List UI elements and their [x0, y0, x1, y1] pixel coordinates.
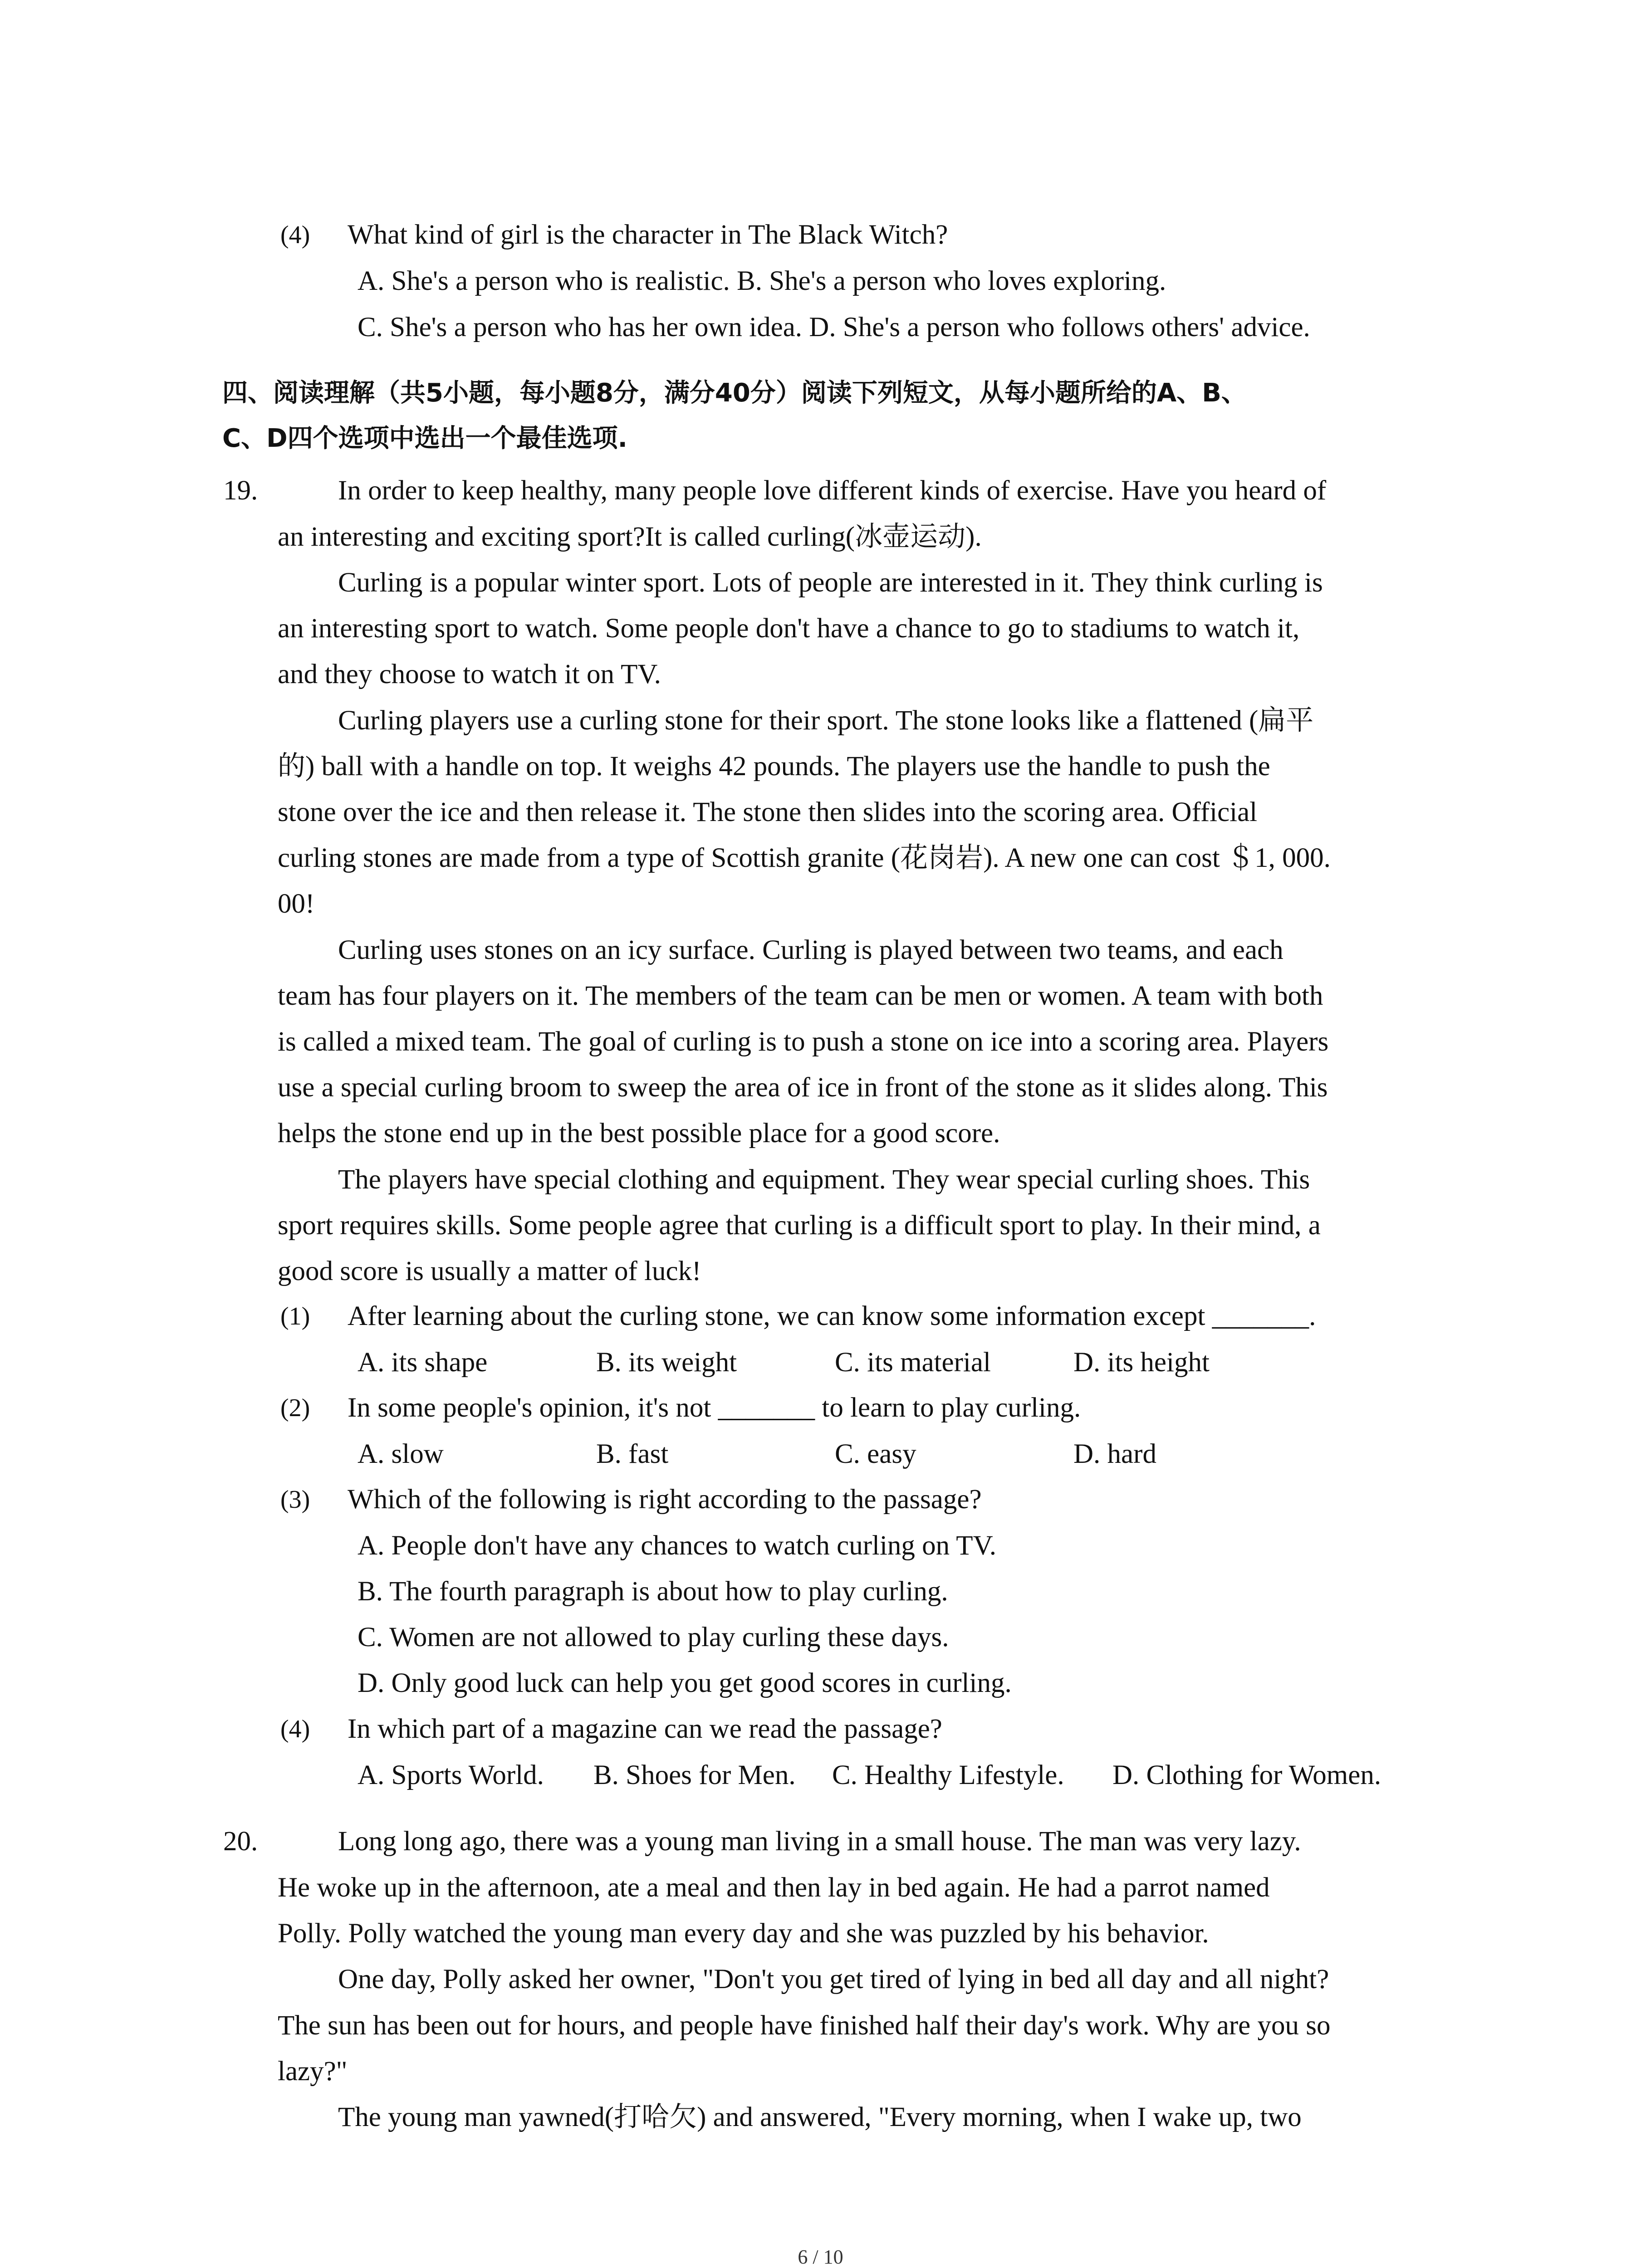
- question-number: (1): [280, 1302, 310, 1330]
- option: B. The fourth paragraph is about how to play curling.: [358, 1576, 948, 1607]
- options-row: C. She's a person who has her own idea. D. She's a person who follows others' advice.: [358, 312, 1310, 342]
- option: C. its material: [835, 1347, 991, 1378]
- question-number: (2): [280, 1394, 310, 1422]
- passage-line: good score is usually a matter of luck!: [278, 1256, 701, 1286]
- section-header-line: C、D四个选项中选出一个最佳选项.: [222, 424, 627, 453]
- passage-line: He woke up in the afternoon, ate a meal and then lay in bed again. He had a parrot named: [278, 1872, 1270, 1903]
- passage-line: One day, Polly asked her owner, "Don't you get tired of lying in bed all day and all night?: [338, 1964, 1329, 1994]
- question-text: What kind of girl is the character in The Black Witch?: [348, 220, 948, 250]
- passage-line: is called a mixed team. The goal of curling is to push a stone on ice into a scoring area. Players: [278, 1026, 1329, 1057]
- passage-line: helps the stone end up in the best possible place for a good score.: [278, 1118, 1000, 1149]
- passage-line: Curling uses stones on an icy surface. Curling is played between two teams, and each: [338, 935, 1283, 965]
- option: A. Sports World.: [358, 1760, 544, 1790]
- passage-line: stone over the ice and then release it. The stone then slides into the scoring area. Official: [278, 797, 1258, 827]
- option: A. People don't have any chances to watch curling on TV.: [358, 1530, 997, 1561]
- question-number: (3): [280, 1486, 310, 1514]
- option: D. its height: [1073, 1347, 1210, 1378]
- options-row: [358, 1757, 1381, 1794]
- question-number: (4): [280, 221, 310, 249]
- passage-line: use a special curling broom to sweep the area of ice in front of the stone as it slides along. This: [278, 1072, 1328, 1103]
- question-text: Which of the following is right according to the passage?: [348, 1484, 982, 1515]
- passage-number: 19.: [223, 475, 258, 506]
- page-number: 6 / 10: [798, 2246, 843, 2268]
- passage-line: Curling players use a curling stone for their sport. The stone looks like a flattened (扁平: [338, 705, 1314, 736]
- option: D. Only good luck can help you get good scores in curling.: [358, 1668, 1012, 1698]
- option: B. fast: [596, 1439, 669, 1469]
- option: B. Shoes for Men.: [593, 1760, 796, 1790]
- option: B. its weight: [596, 1347, 737, 1378]
- passage-line: The sun has been out for hours, and people have finished half their day's work. Why are you so: [278, 2010, 1331, 2041]
- passage-line: In order to keep healthy, many people love different kinds of exercise. Have you heard of: [338, 475, 1327, 506]
- option: C. Women are not allowed to play curling these days.: [358, 1622, 949, 1652]
- passage-line: lazy?": [278, 2056, 348, 2087]
- passage-line: team has four players on it. The members of the team can be men or women. A team with both: [278, 981, 1323, 1011]
- section-header-line: 四、阅读理解（共5小题，每小题8分，满分40分）阅读下列短文，从每小题所给的A、B、: [222, 378, 1247, 408]
- question-number: (4): [280, 1715, 310, 1743]
- option: C. Healthy Lifestyle.: [832, 1760, 1064, 1790]
- passage-line: The players have special clothing and equipment. They wear special curling shoes. This: [338, 1164, 1310, 1195]
- option: D. Clothing for Women.: [1112, 1760, 1381, 1790]
- passage-line: an interesting and exciting sport?It is called curling(冰壶运动).: [278, 522, 982, 552]
- question-text: In some people's opinion, it's not _______ to learn to play curling.: [348, 1393, 1081, 1423]
- passage-line: Long long ago, there was a young man living in a small house. The man was very lazy.: [338, 1826, 1301, 1857]
- passage-line: curling stones are made from a type of Scottish granite (花岗岩). A new one can cost ＄1, 000.: [278, 843, 1331, 873]
- option: A. its shape: [358, 1347, 488, 1378]
- options-row: A. She's a person who is realistic. B. She's a person who loves exploring.: [358, 266, 1166, 296]
- passage-line: an interesting sport to watch. Some people don't have a chance to go to stadiums to watch it,: [278, 613, 1300, 644]
- passage-line: sport requires skills. Some people agree that curling is a difficult sport to play. In their mind, a: [278, 1210, 1321, 1241]
- option: C. easy: [835, 1439, 916, 1469]
- passage-line: Curling is a popular winter sport. Lots of people are interested in it. They think curling is: [338, 567, 1323, 598]
- passage-line: 的) ball with a handle on top. It weighs 42 pounds. The players use the handle to push the: [278, 751, 1270, 782]
- passage-line: The young man yawned(打哈欠) and answered, "Every morning, when I wake up, two: [338, 2102, 1302, 2132]
- options-row: [358, 1344, 1210, 1381]
- passage-number: 20.: [223, 1826, 258, 1857]
- options-row: [358, 1436, 1156, 1472]
- option: D. hard: [1073, 1439, 1156, 1469]
- passage-line: Polly. Polly watched the young man every day and she was puzzled by his behavior.: [278, 1918, 1209, 1949]
- option: A. slow: [358, 1439, 444, 1469]
- passage-line: and they choose to watch it on TV.: [278, 659, 661, 689]
- passage-line: 00!: [278, 889, 315, 919]
- question-text: After learning about the curling stone, we can know some information except _______.: [348, 1301, 1316, 1331]
- question-text: In which part of a magazine can we read the passage?: [348, 1714, 942, 1744]
